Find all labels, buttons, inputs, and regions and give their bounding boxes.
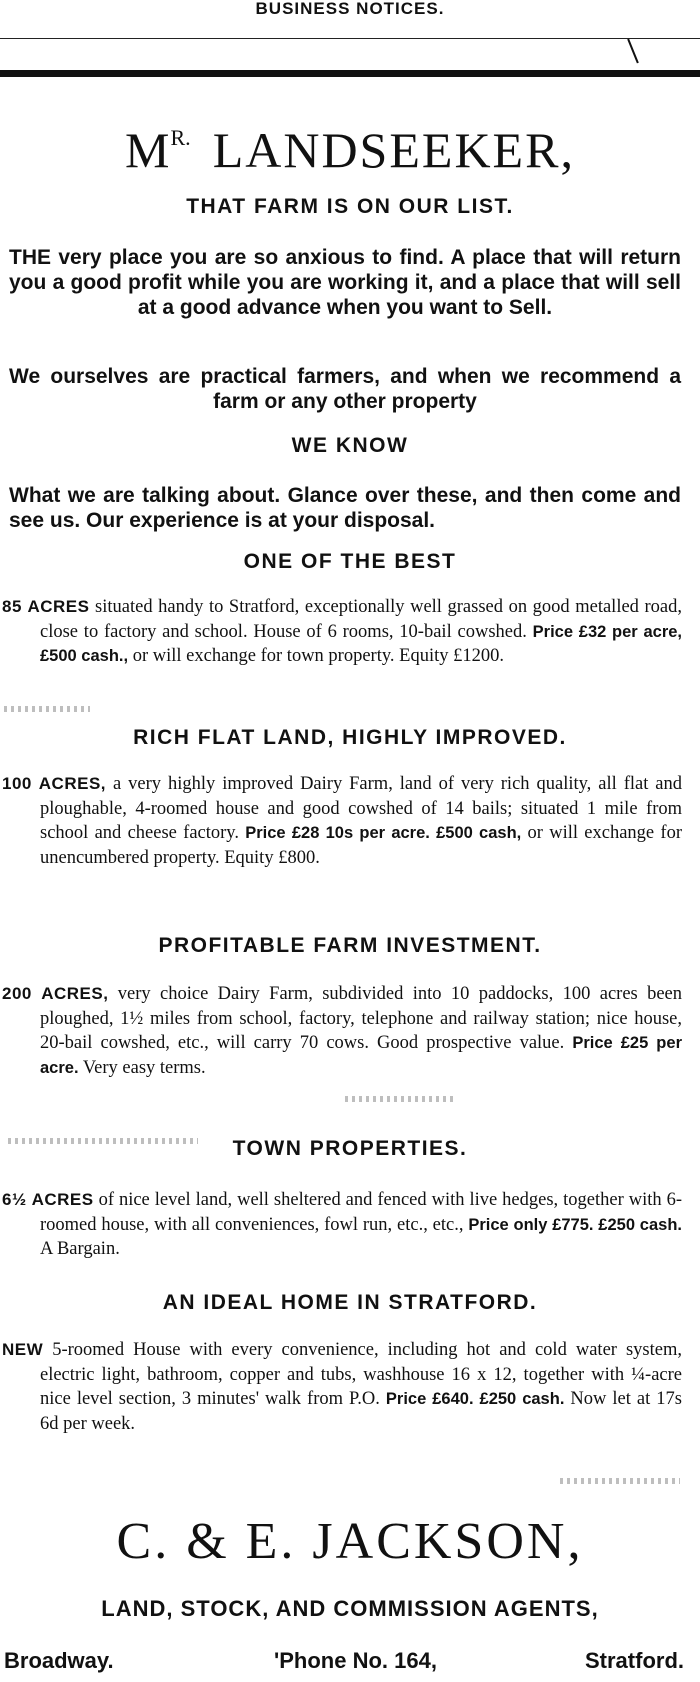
listing-lead: 6½ ACRES bbox=[2, 1190, 94, 1209]
listing-lead: 200 ACRES, bbox=[2, 984, 109, 1003]
we-know-paragraph: What we are talking about. Glance over these, and then come and see us. Our experience is at your disposal. bbox=[9, 484, 681, 532]
we-know-heading: WE KNOW bbox=[291, 434, 409, 457]
headline-title: LANDSEEKER, bbox=[212, 122, 575, 178]
subheading: THAT FARM IS ON OUR LIST. bbox=[186, 195, 514, 218]
print-smudge bbox=[4, 706, 90, 712]
listing-paragraph bbox=[2, 772, 682, 870]
listing-text: Very easy terms. bbox=[78, 1057, 206, 1078]
page-section-label: BUSINESS NOTICES. bbox=[255, 0, 445, 18]
listing-text: A Bargain. bbox=[40, 1239, 120, 1259]
listing-text: 5-roomed House with every convenience, including hot and cold water system, electric light, bathroom, copper and tubs, washhouse 16 x 12, together with ¼-acre nice level section, 3 minutes' walk from P.O. bbox=[40, 1340, 682, 1409]
listing-price: Price only £775. £250 cash. bbox=[468, 1215, 682, 1234]
listing-paragraph bbox=[2, 982, 682, 1080]
print-smudge bbox=[345, 1096, 455, 1102]
listing-paragraph bbox=[2, 1338, 682, 1436]
headline-superscript: R. bbox=[170, 125, 191, 150]
listing-text: situated handy to Stratford, exceptionally well grassed on good metalled road, close to factory and school. House of 6 rooms, 10-bail cowshed. bbox=[40, 597, 682, 642]
listing-text: Now let at 17s 6d per week. bbox=[40, 1389, 683, 1434]
farmers-paragraph: We ourselves are practical farmers, and when we recommend a farm or any other property bbox=[9, 365, 681, 413]
listing-lead: NEW bbox=[2, 1340, 44, 1359]
print-smudge bbox=[560, 1478, 680, 1484]
headline-prefix: M bbox=[125, 122, 171, 178]
listing-text: of nice level land, well sheltered and fenced with live hedges, together with 6-roomed house, with all conveniences, fowl run, etc., etc., bbox=[40, 1190, 683, 1235]
firm-role: LAND, STOCK, AND COMMISSION AGENTS, bbox=[101, 1596, 599, 1621]
firm-name: C. & E. JACKSON, bbox=[116, 1513, 584, 1570]
listing-price: Price £28 10s per acre. £500 cash, bbox=[245, 824, 522, 842]
footer-phone: 'Phone No. 164, bbox=[274, 1648, 437, 1673]
footer-street: Broadway. bbox=[4, 1648, 114, 1673]
listing-paragraph bbox=[2, 1188, 682, 1262]
top-thick-rule bbox=[0, 70, 700, 77]
ad-headline bbox=[0, 108, 700, 180]
listing-price: Price £640. £250 cash. bbox=[385, 1390, 565, 1408]
listing-text: very choice Dairy Farm, subdivided into 10 paddocks, 100 acres been ploughed, 1½ miles from school, factory, telephone and railway station; nice house, 20-bail cowshed, etc., will carry 70 cows. Good prospective value. bbox=[40, 984, 683, 1053]
top-thin-rule bbox=[0, 38, 700, 39]
footer-town: Stratford. bbox=[585, 1648, 684, 1673]
listing-price: Price £25 per acre. bbox=[40, 1034, 682, 1077]
listing-heading: RICH FLAT LAND, HIGHLY IMPROVED. bbox=[133, 726, 567, 749]
listing-price: Price £32 per acre, £500 cash., bbox=[40, 622, 682, 665]
listing-heading: TOWN PROPERTIES. bbox=[232, 1137, 468, 1160]
listing-heading: ONE OF THE BEST bbox=[243, 550, 457, 573]
intro-paragraph: THE very place you are so anxious to find. A place that will return you a good profit while you are working it, and a place that will sell at a good advance when you want to Sell. bbox=[9, 246, 681, 319]
footer-address-row bbox=[4, 1646, 684, 1676]
listing-paragraph bbox=[2, 595, 682, 669]
listing-lead: 100 ACRES, bbox=[2, 774, 107, 793]
listing-text: or will exchange for town property. Equity £1200. bbox=[128, 646, 504, 666]
listing-text: or will exchange for unencumbered property. Equity £800. bbox=[40, 823, 682, 868]
listing-heading: PROFITABLE FARM INVESTMENT. bbox=[158, 934, 542, 957]
listing-text: a very highly improved Dairy Farm, land of very rich quality, all flat and ploughable, 4-roomed house and good cowshed of 14 bails; situated 1 mile from school and cheese factory. bbox=[40, 774, 683, 843]
stray-ink-mark bbox=[627, 39, 639, 64]
listing-lead: 85 ACRES bbox=[2, 597, 90, 616]
listing-heading: AN IDEAL HOME IN STRATFORD. bbox=[162, 1291, 538, 1314]
